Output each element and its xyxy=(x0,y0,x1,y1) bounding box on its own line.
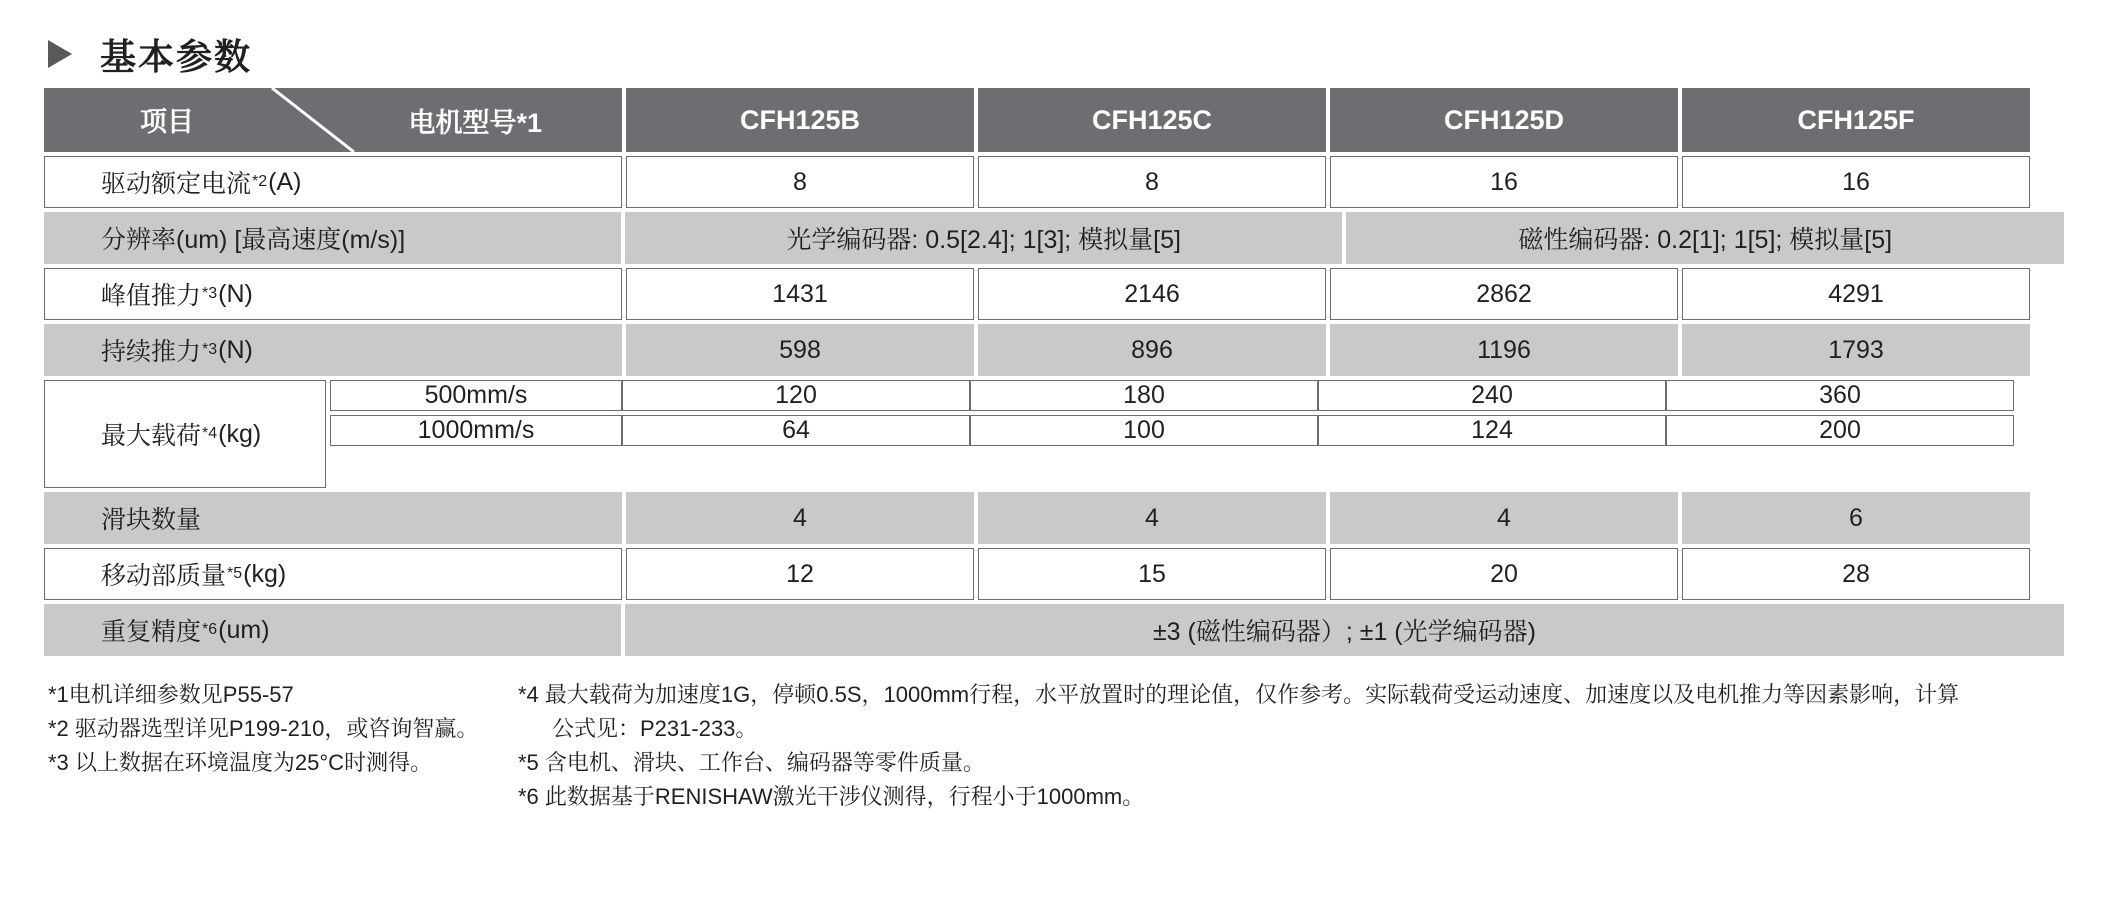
cell-value: 4 xyxy=(1330,492,1678,544)
cell-value: 240 xyxy=(1318,380,1666,411)
cell-value: 12 xyxy=(626,548,974,600)
header-model-c: CFH125C xyxy=(978,88,1326,152)
row-label-slider-count xyxy=(44,492,622,544)
cell-value: 28 xyxy=(1682,548,2030,600)
cell-value: 16 xyxy=(1330,156,1678,208)
row-label-moving-mass xyxy=(44,548,622,600)
footnote-5: *5 含电机、滑块、工作台、编码器等零件质量。 xyxy=(518,750,985,776)
cell-value: 2146 xyxy=(978,268,1326,320)
row-label-sup: *3 xyxy=(202,285,218,302)
table-row xyxy=(330,415,2014,446)
table-row xyxy=(44,604,2064,656)
footnote-2: *2 驱动器选型详见P199-210，或咨询智赢。 xyxy=(48,716,479,742)
row-label-sup: *6 xyxy=(202,621,218,638)
row-label-unit: (um) xyxy=(218,615,270,644)
row-label-sup: *4 xyxy=(202,425,218,442)
cell-value: 8 xyxy=(626,156,974,208)
cell-value: 1793 xyxy=(1682,324,2030,376)
header-model-f: CFH125F xyxy=(1682,88,2030,152)
row-label-sup: *5 xyxy=(227,565,243,582)
triangle-right-icon xyxy=(48,40,72,68)
table-header-row xyxy=(44,88,2064,152)
row-label-text: 重复精度 xyxy=(101,618,202,646)
row-label-text: 持续推力 xyxy=(101,338,202,366)
cell-value: 6 xyxy=(1682,492,2030,544)
header-model-label: 电机型号*1 xyxy=(408,108,542,138)
page-title xyxy=(44,0,2067,80)
table-row xyxy=(44,548,2064,600)
cell-value: 20 xyxy=(1330,548,1678,600)
row-label-text: 最大载荷 xyxy=(101,422,202,450)
table-row xyxy=(44,324,2064,376)
cell-value: 360 xyxy=(1666,380,2014,411)
table-row-max-load xyxy=(44,380,2064,488)
footnote-6: *6 此数据基于RENISHAW激光干涉仪测得，行程小于1000mm。 xyxy=(518,784,1145,810)
cell-speed-1000: 1000mm/s xyxy=(330,415,622,446)
row-label-continuous-force xyxy=(44,324,622,376)
cell-value-optical-encoder: 光学编码器: 0.5[2.4]; 1[3]; 模拟量[5] xyxy=(625,212,1343,264)
footnote-1: *1电机详细参数见P55-57 xyxy=(48,682,294,707)
cell-value: 124 xyxy=(1318,415,1666,446)
cell-value: 15 xyxy=(978,548,1326,600)
cell-value: 2862 xyxy=(1330,268,1678,320)
row-label-text: 滑块数量 xyxy=(101,506,202,534)
cell-value: 16 xyxy=(1682,156,2030,208)
cell-value: 1196 xyxy=(1330,324,1678,376)
row-label-text: 移动部质量 xyxy=(101,562,227,590)
row-label-unit: (kg) xyxy=(243,559,287,588)
cell-value: 100 xyxy=(970,415,1318,446)
spec-table xyxy=(44,88,2064,656)
cell-value: 4291 xyxy=(1682,268,2030,320)
cell-value-magnetic-encoder: 磁性编码器: 0.2[1]; 1[5]; 模拟量[5] xyxy=(1346,212,2064,264)
page-title-text: 基本参数 xyxy=(100,35,253,77)
cell-value: 180 xyxy=(970,380,1318,411)
footnote-3: *3 以上数据在环境温度为25°C时测得。 xyxy=(48,750,433,776)
table-row xyxy=(44,492,2064,544)
cell-value: 64 xyxy=(622,415,970,446)
footnote-4: *4 最大载荷为加速度1G，停顿0.5S，1000mm行程，水平放置时的理论值，仅作参考。实际载荷受运动速度、加速度以及电机推力等因素影响，计算 xyxy=(518,682,1960,707)
row-label-sup: *3 xyxy=(202,341,218,358)
row-label-text: 驱动额定电流 xyxy=(101,170,252,198)
footnotes-left xyxy=(44,678,518,814)
row-label-unit: (kg) xyxy=(218,419,262,448)
row-label-unit: (A) xyxy=(268,167,302,196)
header-item-label: 项目 xyxy=(140,107,194,137)
table-row xyxy=(44,268,2064,320)
header-model-b: CFH125B xyxy=(626,88,974,152)
cell-speed-500: 500mm/s xyxy=(330,380,622,411)
row-label-rated-current xyxy=(44,156,622,208)
table-row xyxy=(330,380,2014,411)
footnote-4-cont: 公式见：P231-233。 xyxy=(552,716,758,742)
footnotes xyxy=(44,678,2067,814)
cell-value: 8 xyxy=(978,156,1326,208)
cell-value: 1431 xyxy=(626,268,974,320)
header-item-model-cell xyxy=(44,88,622,152)
row-label-unit: (N) xyxy=(218,335,253,364)
row-label-sup: *2 xyxy=(252,173,268,190)
row-label-peak-force xyxy=(44,268,622,320)
cell-value: 896 xyxy=(978,324,1326,376)
cell-value: 200 xyxy=(1666,415,2014,446)
footnotes-right xyxy=(518,678,2067,814)
cell-value: 120 xyxy=(622,380,970,411)
row-label-text: 峰值推力 xyxy=(101,282,202,310)
max-load-rows xyxy=(330,380,2014,488)
row-label-resolution: 分辨率(um) [最高速度(m/s)] xyxy=(44,212,621,264)
row-label-max-load xyxy=(44,380,326,488)
cell-value-repeatability: ±3 (磁性编码器）; ±1 (光学编码器) xyxy=(625,604,2064,656)
cell-value: 4 xyxy=(626,492,974,544)
cell-value: 598 xyxy=(626,324,974,376)
row-label-unit: (N) xyxy=(218,279,253,308)
header-model-d: CFH125D xyxy=(1330,88,1678,152)
row-label-repeatability xyxy=(44,604,621,656)
cell-value: 4 xyxy=(978,492,1326,544)
table-row xyxy=(44,212,2064,264)
table-row xyxy=(44,156,2064,208)
